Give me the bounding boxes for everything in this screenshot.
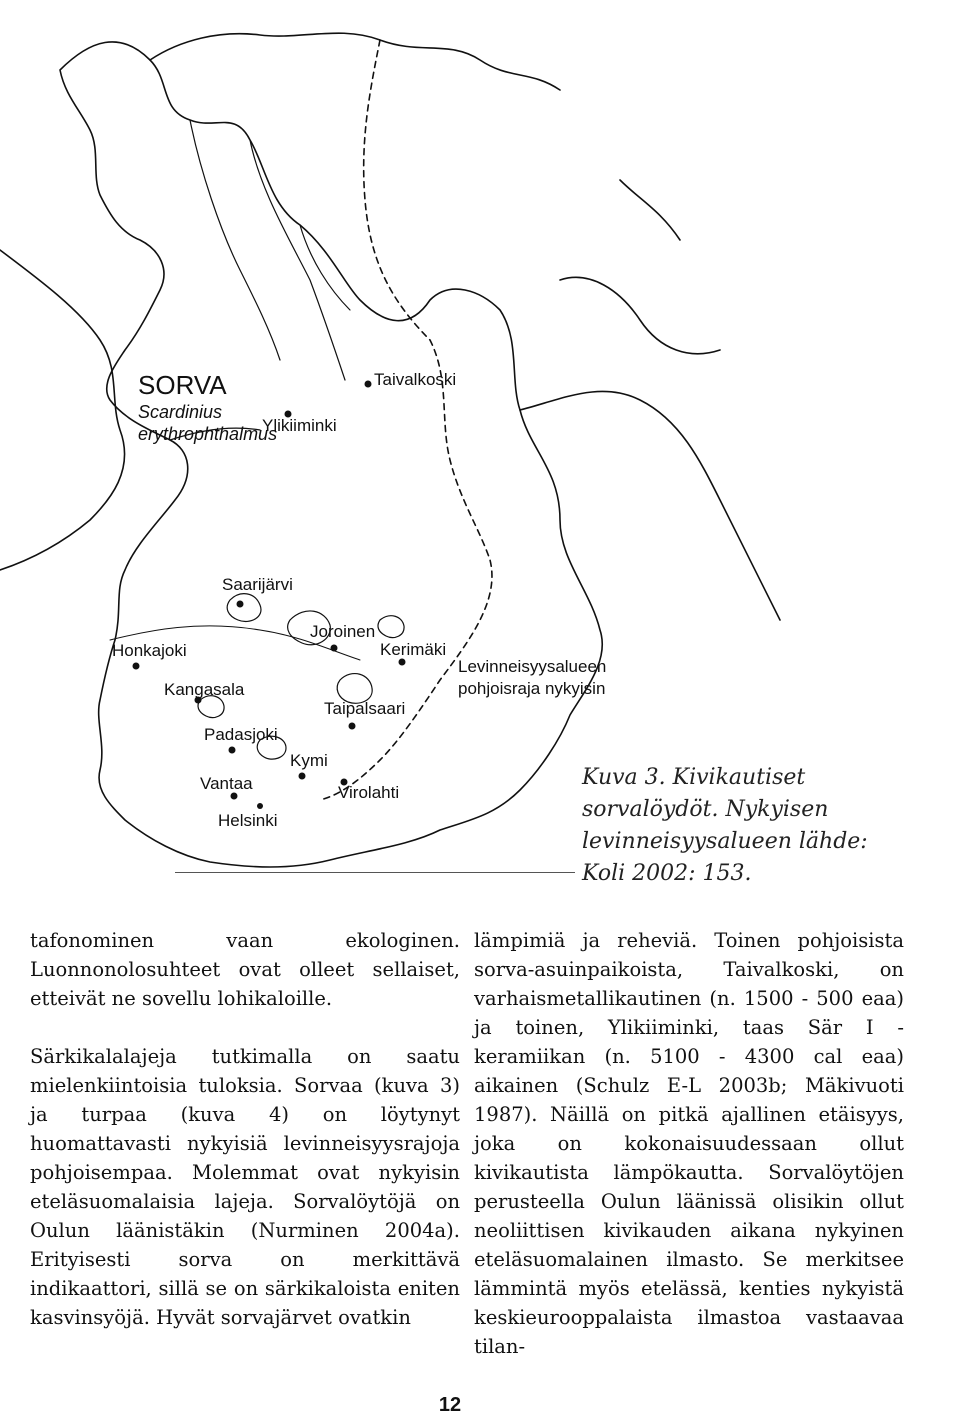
legend-line2: pohjoisraja nykyisin (458, 679, 606, 698)
figure-caption: Kuva 3. Kivikautiset sorvalöydöt. Nykyisen levinneisyysalueen lähde: Koli 2002: 153. (582, 765, 868, 886)
legend-line1: Levinneisyysalueen (458, 657, 607, 676)
site-dot (237, 601, 244, 608)
paragraph: lämpimiä ja reheviä. Toinen pohjoisista sorva-asuinpaikoista, Taivalkoski, on varhaismetallikautinen (n. 1500 - 500 eaa) ja toinen, Ylikiiminki, taas Sär I - keramiikan (n. 5100 - 4300 cal eaa) aikainen (Schulz E-L 2003b; Mäkivuoti 1987). Näillä on pitkä ajallinen etäisyys, joka on kokonaisuudessaan ollut kivikautista lämpökautta. Sorvalöytöjen perusteella Oulun läänissä olisikin ollut neoliittisen kivikauden aikana nykyinen eteläsuomalainen ilmasto. Se merkitsee lämmintä myös etelässä, kenties nykyistä keskieurooppalaista ilmastoa vastaavaa tilan- (474, 929, 904, 1358)
site-dot (231, 793, 238, 800)
site-dot (349, 723, 356, 730)
northern-border (150, 33, 560, 90)
lake (198, 696, 224, 718)
paragraph: tafonominen vaan ekologinen. Luonnonolosuhteet ovat olleet sellaiset, etteivät ne sovellu lohikaloille. (30, 929, 460, 1010)
page-number: 12 (438, 1394, 462, 1416)
river (190, 120, 280, 360)
site-dot (133, 663, 140, 670)
latin-name-line1: Scardinius (138, 402, 223, 422)
site-dot (399, 659, 406, 666)
site-label: Saarijärvi (222, 575, 293, 594)
site-label: Vantaa (200, 774, 253, 793)
site-label: Padasjoki (204, 725, 278, 744)
site-label: Kerimäki (380, 640, 447, 659)
left-column (30, 926, 460, 1332)
site-label: Kymi (290, 751, 328, 770)
site-label: Joroinen (310, 622, 376, 641)
finland-coastline (60, 42, 602, 867)
site-label: Ylikiiminki (262, 416, 337, 435)
western-coast (0, 250, 125, 570)
site-dot (299, 773, 306, 780)
site-label: Taipalsaari (324, 699, 406, 718)
river (300, 225, 350, 310)
site-label: Kangasala (164, 680, 245, 699)
site-dot (257, 803, 263, 809)
lake (378, 616, 404, 638)
species-name: SORVA (138, 370, 227, 400)
lake (227, 594, 261, 622)
site-label: Virolahti (338, 783, 400, 802)
right-column (474, 926, 904, 1361)
latin-name-line2: erythrophthalmus (138, 424, 278, 444)
site-dot (331, 645, 338, 652)
paragraph: Särkikalalajeja tutkimalla on saatu mielenkiintoisia tuloksia. Sorvaa (kuva 3) ja turpaa (kuva 4) on löytynyt huomattavasti nykyisiä levinneisyysrajoja pohjoisempaa. Molemmat ovat nykyisin eteläsuomalaisia lajeja. Sorvalöytöjä on Oulun läänistäkin (Nurminen 2004a). Erityisesti sorva on merkittävä indikaattori, sillä se on särkikaloista eniten kasvinsyöjä. Hyvät sorvajärvet ovatkin (30, 1045, 460, 1329)
caption-rule (175, 872, 575, 873)
site-label: Honkajoki (112, 641, 187, 660)
site-dot (365, 381, 372, 388)
site-label: Helsinki (218, 811, 278, 830)
site-label: Taivalkoski (374, 370, 457, 389)
site-dot (229, 747, 236, 754)
